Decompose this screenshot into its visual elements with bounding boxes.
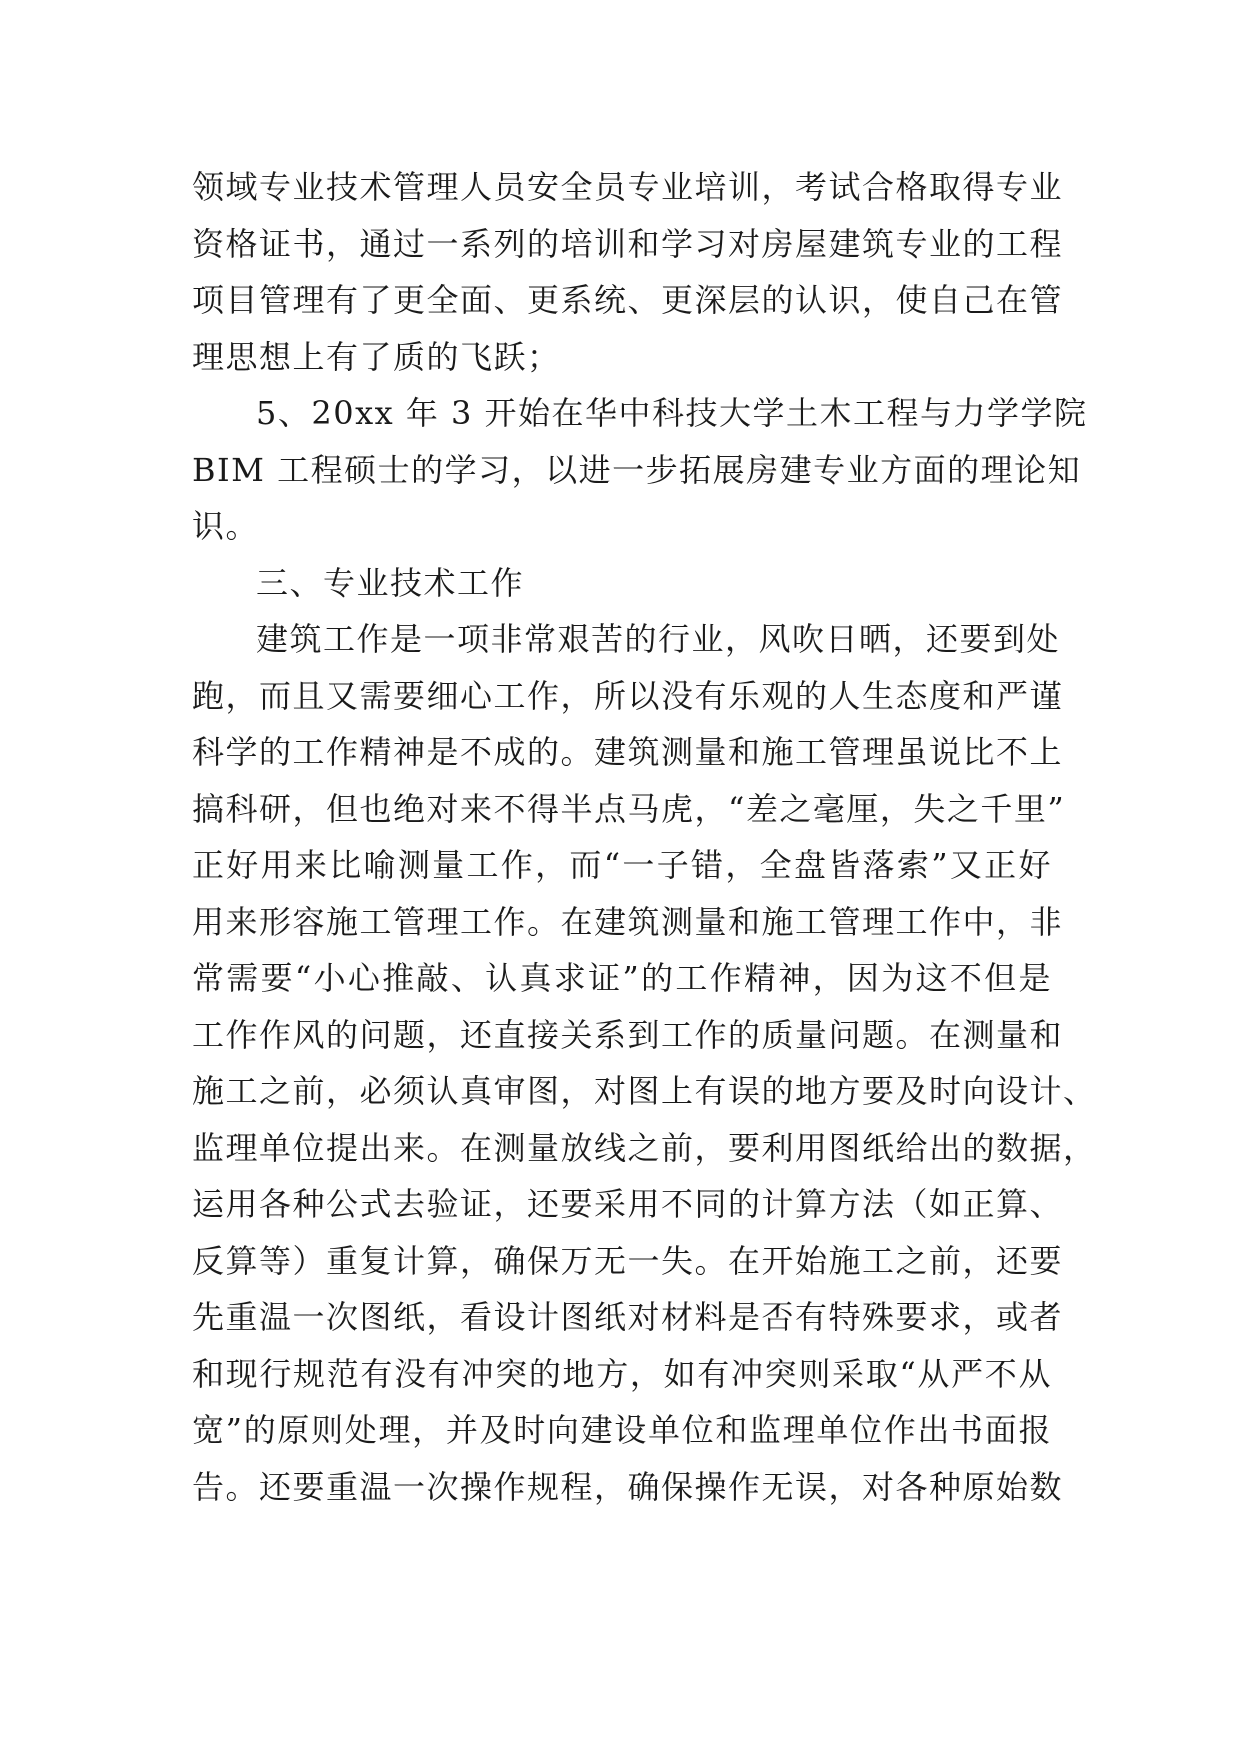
text-line: 先重温一次图纸，看设计图纸对材料是否有特殊要求，或者 <box>192 1298 1064 1336</box>
text-line: 项目管理有了更全面、更系统、更深层的认识，使自己在管 <box>192 281 1064 319</box>
text-line: 科学的工作精神是不成的。建筑测量和施工管理虽说比不上 <box>192 733 1064 771</box>
text-line: 三、专业技术工作 <box>256 563 525 602</box>
text-line: 识。 <box>192 507 260 545</box>
text-line: 资格证书，通过一系列的培训和学习对房屋建筑专业的工程 <box>192 224 1064 263</box>
document-body <box>192 159 1097 1515</box>
text-line: 监理单位提出来。在测量放线之前，要利用图纸给出的数据， <box>192 1128 1097 1167</box>
text-line: 跑，而且又需要细心工作，所以没有乐观的人生态度和严谨 <box>192 676 1064 715</box>
text-line: 宽”的原则处理，并及时向建设单位和监理单位作出书面报 <box>192 1411 1052 1449</box>
text-line: BIM 工程硕士的学习，以进一步拓展房建专业方面的理论知 <box>192 450 1082 489</box>
text-line: 告。还要重温一次操作规程，确保操作无误，对各种原始数 <box>192 1467 1064 1506</box>
text-line: 搞科研，但也绝对来不得半点马虎，“差之毫厘，失之千里” <box>192 789 1066 828</box>
text-line: 领域专业技术管理人员安全员专业培训，考试合格取得专业 <box>192 168 1064 206</box>
text-line: 运用各种公式去验证，还要采用不同的计算方法（如正算、 <box>192 1185 1064 1223</box>
text-line: 建筑工作是一项非常艰苦的行业，风吹日晒，还要到处 <box>256 620 1061 658</box>
text-line: 5、20xx 年 3 开始在华中科技大学土木工程与力学学院 <box>256 394 1088 432</box>
text-line: 工作作风的问题，还直接关系到工作的质量问题。在测量和 <box>192 1015 1064 1054</box>
text-line: 施工之前，必须认真审图，对图上有误的地方要及时向设计、 <box>192 1072 1097 1110</box>
text-line: 正好用来比喻测量工作，而“一子错，全盘皆落索”又正好 <box>192 846 1052 884</box>
text-line: 用来形容施工管理工作。在建筑测量和施工管理工作中，非 <box>192 902 1064 941</box>
text-line: 理思想上有了质的飞跃； <box>192 337 561 376</box>
text-line: 常需要“小心推敲、认真求证”的工作精神，因为这不但是 <box>192 959 1052 997</box>
text-line: 和现行规范有没有冲突的地方，如有冲突则采取“从严不从 <box>192 1354 1052 1393</box>
text-line: 反算等）重复计算，确保万无一失。在开始施工之前，还要 <box>192 1241 1064 1280</box>
